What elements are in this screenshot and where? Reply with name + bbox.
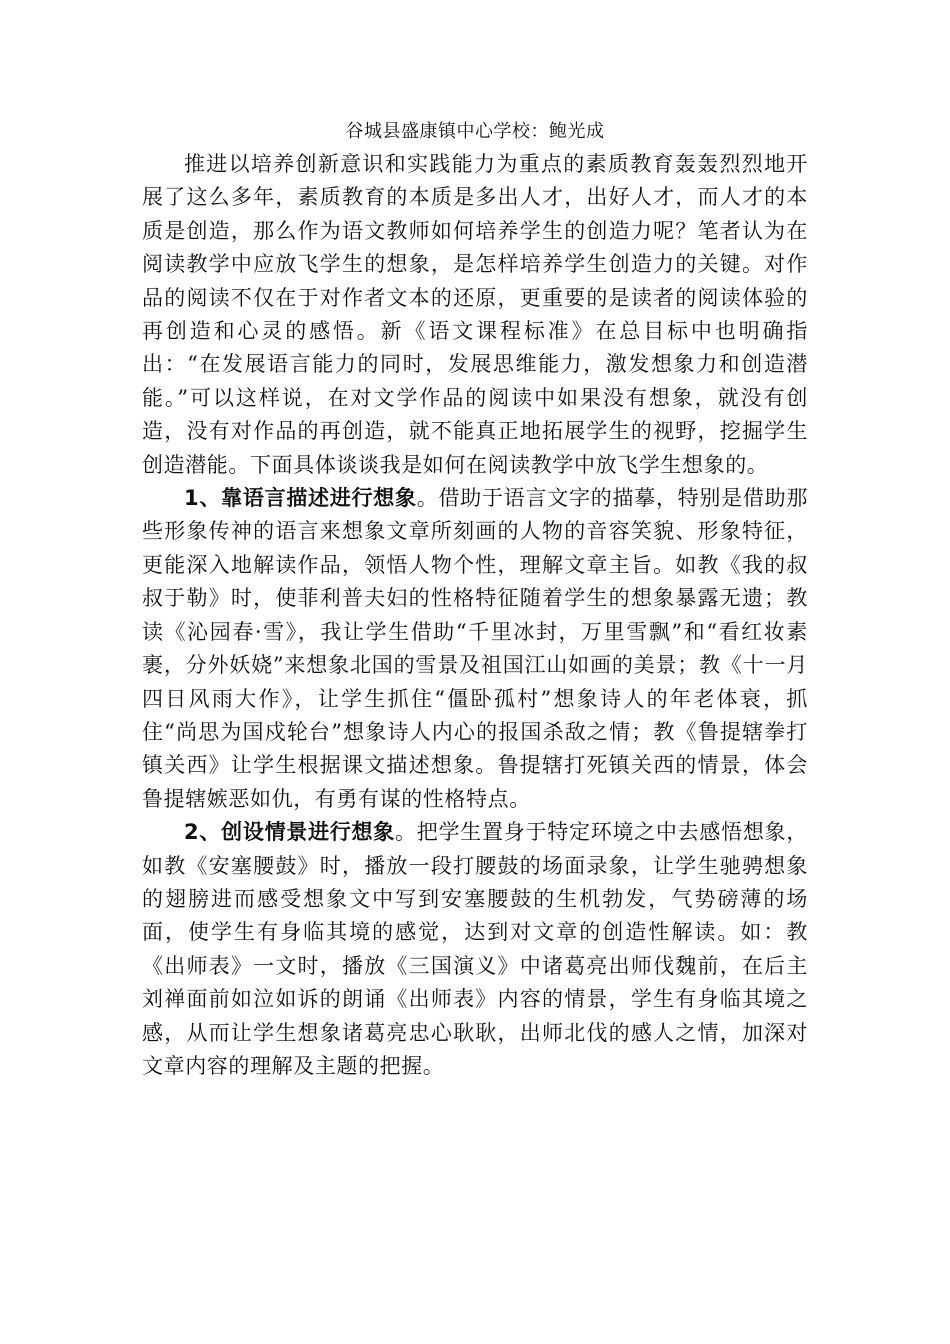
section-1-paragraph (142, 482, 808, 816)
section-2-paragraph (142, 816, 808, 1083)
intro-paragraph: 推进以培养创新意识和实践能力为重点的素质教育轰轰烈烈地开展了这么多年，素质教育的本质是多出人才，出好人才，而人才的本质是创造，那么作为语文教师如何培养学生的创造力呢？笔者认为在阅读教学中应放飞学生的想象，是怎样培养学生创造力的关键。对作品的阅读不仅在于对作者文本的还原，更重要的是读者的阅读体验的再创造和心灵的感悟。新《语文课程标准》在总目标中也明确指出：“在发展语言能力的同时，发展思维能力，激发想象力和创造潜能。”可以这样说，在对文学作品的阅读中如果没有想象，就没有创造，没有对作品的再创造，就不能真正地拓展学生的视野，挖掘学生创造潜能。下面具体谈谈我是如何在阅读教学中放飞学生想象的。 (142, 152, 808, 477)
section-2-heading: 2、创设情景进行想象 (184, 820, 396, 845)
author-line: 谷城县盛康镇中心学校：鲍光成 (345, 121, 605, 142)
document-page (142, 118, 808, 1083)
section-2-body: 。把学生置身于特定环境之中去感悟想象，如教《安塞腰鼓》时，播放一段打腰鼓的场面录象，让学生驰骋想象的翅膀进而感受想象文中写到安塞腰鼓的生机勃发，气势磅薄的场面，使学生有身临其境的感觉，达到对文章的创造性解读。如：教《出师表》一文时，播放《三国演义》中诸葛亮出师伐魏前，在后主刘禅面前如泣如诉的朗诵《出师表》内容的情景，学生有身临其境之感，从而让学生想象诸葛亮忠心耿耿，出师北伐的感人之情，加深对文章内容的理解及主题的把握。 (142, 820, 808, 1078)
section-1-body: 。借助于语言文字的描摹，特别是借助那些形象传神的语言来想象文章所刻画的人物的音容笑貌、形象特征，更能深入地解读作品，领悟人物个性，理解文章主旨。如教《我的叔叔于勒》时，使菲利普夫妇的性格特征随着学生的想象暴露无遗；教读《沁园春·雪》，我让学生借助“千里冰封，万里雪飘”和“看红妆素裹，分外妖娆”来想象北国的雪景及祖国江山如画的美景；教《十一月四日风雨大作》，让学生抓住“僵卧孤村”想象诗人的年老体衰，抓住“尚思为国戍轮台”想象诗人内心的报国杀敌之情；教《鲁提辖拳打镇关西》让学生根据课文描述想象。鲁提辖打死镇关西的情景，体会鲁提辖嫉恶如仇，有勇有谋的性格特点。 (142, 486, 808, 811)
section-1-heading: 1、靠语言描述进行想象 (184, 486, 417, 511)
